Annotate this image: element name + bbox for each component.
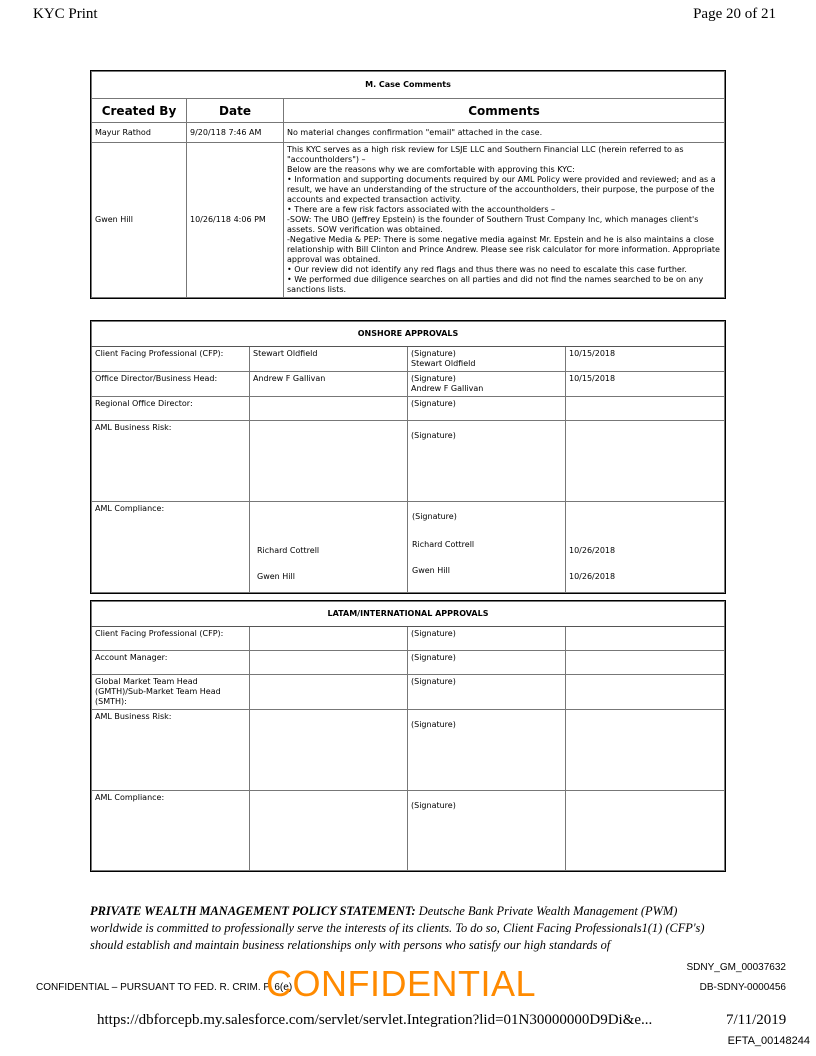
created-by-cell: Gwen Hill: [92, 143, 187, 298]
name-cell: [250, 675, 408, 710]
approval-row: [92, 675, 725, 710]
date-cell: [566, 421, 725, 502]
name-cell: [250, 710, 408, 791]
confidential-notice: CONFIDENTIAL – PURSUANT TO FED. R. CRIM. P. 6(e): [36, 982, 293, 993]
name-cell: [250, 421, 408, 502]
compliance-approver-name: Richard Cottrell: [257, 546, 320, 555]
signature-cell: [408, 347, 566, 372]
name-cell: [250, 627, 408, 651]
approval-row: [92, 627, 725, 651]
name-cell: [250, 397, 408, 421]
role-cell: Client Facing Professional (CFP):: [92, 627, 250, 651]
comment-line: This KYC serves as a high risk review for LSJE LLC and Southern Financial LLC (herein referred to as "accountholders") –: [287, 145, 684, 164]
signature-cell: (Signature): [408, 651, 566, 675]
case-comments-section: [90, 70, 726, 299]
approval-date: 10/26/2018: [569, 546, 616, 555]
comment-line: • Our review did not identify any red flags and thus there was no need to escalate this case further.: [287, 265, 687, 274]
policy-statement: [90, 903, 730, 954]
signature-name: Andrew F Gallivan: [411, 384, 484, 393]
name-cell: [250, 651, 408, 675]
policy-text: Deutsche Bank Private Wealth Management (PWM) worldwide is committed to professionally serve the interests of its clients. To do so, Client Facing Professionals1(1) (CFP's) should establish and maintain business relationships only with persons who satisfy our high standards of: [90, 904, 705, 952]
table-row: [92, 143, 725, 298]
column-created-by: Created By: [92, 99, 187, 123]
role-cell: AML Business Risk:: [92, 710, 250, 791]
signature-cell: (Signature): [408, 791, 566, 871]
latam-approvals-title: LATAM/INTERNATIONAL APPROVALS: [92, 602, 725, 627]
approval-row: [92, 347, 725, 372]
comment-cell: No material changes confirmation "email" attached in the case.: [284, 123, 725, 143]
bates-id: DB-SDNY-0000456: [699, 982, 786, 993]
date-cell: 10/26/118 4:06 PM: [187, 143, 284, 298]
role-cell: AML Compliance:: [92, 791, 250, 871]
name-cell: Andrew F Gallivan: [250, 372, 408, 397]
role-cell: Account Manager:: [92, 651, 250, 675]
comment-line: • We performed due diligence searches on all parties and did not find the names searched to be on any sanctions lists.: [287, 275, 704, 294]
latam-approvals-section: [90, 600, 726, 872]
signature-label: (Signature): [411, 349, 456, 358]
role-cell: Client Facing Professional (CFP):: [92, 347, 250, 372]
role-cell: Regional Office Director:: [92, 397, 250, 421]
date-cell: [566, 397, 725, 421]
bates-id: SDNY_GM_00037632: [686, 962, 786, 973]
print-date: 7/11/2019: [726, 1012, 787, 1028]
column-date: Date: [187, 99, 284, 123]
source-url: https://dbforcepb.my.salesforce.com/servlet/servlet.Integration?lid=01N30000000D9Di&e...: [97, 1012, 653, 1028]
policy-heading: PRIVATE WEALTH MANAGEMENT POLICY STATEMENT:: [90, 904, 416, 918]
comment-line: • There are a few risk factors associated with the accountholders –: [287, 205, 556, 214]
compliance-approver-name: Gwen Hill: [257, 572, 295, 581]
comment-cell: [284, 143, 725, 298]
signature-name: Richard Cottrell: [412, 540, 475, 549]
created-by-cell: Mayur Rathod: [92, 123, 187, 143]
signature-cell: (Signature): [408, 397, 566, 421]
signature-cell: [408, 502, 566, 593]
page-number: Page 20 of 21: [693, 6, 776, 22]
case-comments-title: M. Case Comments: [92, 72, 725, 99]
table-row: [92, 123, 725, 143]
comment-line: Below are the reasons why we are comfortable with approving this KYC:: [287, 165, 575, 174]
date-cell: [566, 710, 725, 791]
onshore-approvals-section: [90, 320, 726, 594]
signature-cell: (Signature): [408, 675, 566, 710]
date-cell: 10/15/2018: [566, 372, 725, 397]
date-cell: [566, 791, 725, 871]
approval-date: 10/26/2018: [569, 572, 616, 581]
print-header-title: KYC Print: [33, 6, 98, 22]
approval-row: [92, 397, 725, 421]
signature-cell: (Signature): [408, 421, 566, 502]
approval-row: [92, 502, 725, 593]
confidential-stamp: CONFIDENTIAL: [266, 963, 537, 1004]
comment-line: • Information and supporting documents required by our AML Policy were provided and reviewed; and as a result, we have an understanding of the structure of the accountholders, their purpose, the purpose of the accounts and expected transaction activity.: [287, 175, 716, 204]
signature-name: Stewart Oldfield: [411, 359, 476, 368]
comment-line: -Negative Media & PEP: There is some negative media against Mr. Epstein and he is also maintains a close relationship with Bill Clinton and Prince Andrew. Please see risk calculator for more information. Appropriate approval was obtained.: [287, 235, 720, 264]
column-comments: Comments: [284, 99, 725, 123]
bates-ids: [686, 958, 786, 998]
approval-row: [92, 651, 725, 675]
signature-cell: (Signature): [408, 627, 566, 651]
role-cell: AML Compliance:: [92, 502, 250, 593]
name-cell: [250, 791, 408, 871]
role-cell: AML Business Risk:: [92, 421, 250, 502]
date-cell: [566, 651, 725, 675]
comment-line: -SOW: The UBO (Jeffrey Epstein) is the founder of Southern Trust Company Inc, which manages client's assets. SOW verification was obtained.: [287, 215, 699, 234]
signature-name: Gwen Hill: [412, 566, 450, 575]
onshore-approvals-title: ONSHORE APPROVALS: [92, 322, 725, 347]
signature-label: (Signature): [411, 374, 456, 383]
signature-cell: [408, 372, 566, 397]
date-cell: 10/15/2018: [566, 347, 725, 372]
name-cell: [250, 502, 408, 593]
date-cell: [566, 502, 725, 593]
efta-id: EFTA_00148244: [727, 1035, 810, 1047]
role-cell: Global Market Team Head (GMTH)/Sub-Market Team Head (SMTH):: [92, 675, 250, 710]
signature-cell: (Signature): [408, 710, 566, 791]
date-cell: [566, 675, 725, 710]
role-cell: Office Director/Business Head:: [92, 372, 250, 397]
approval-row: [92, 710, 725, 791]
date-cell: 9/20/118 7:46 AM: [187, 123, 284, 143]
signature-label: (Signature): [412, 512, 457, 521]
date-cell: [566, 627, 725, 651]
approval-row: [92, 421, 725, 502]
approval-row: [92, 791, 725, 871]
name-cell: Stewart Oldfield: [250, 347, 408, 372]
approval-row: [92, 372, 725, 397]
